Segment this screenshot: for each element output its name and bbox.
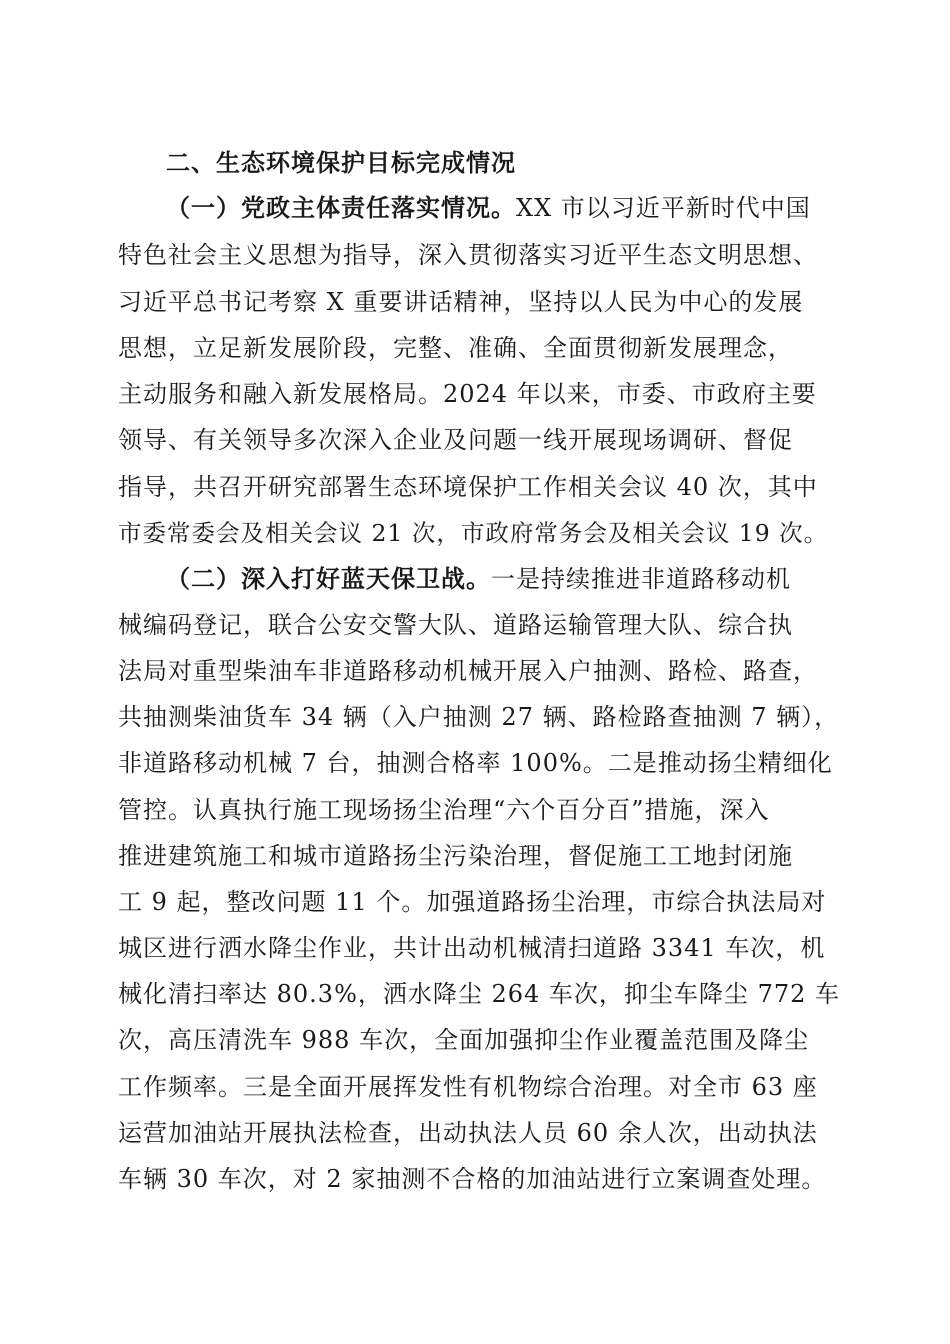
paragraph1-line: 主动服务和融入新发展格局。2024 年以来，市委、市政府主要 [118,380,817,408]
paragraph1-line: 习近平总书记考察 X 重要讲话精神，坚持以人民为中心的发展 [118,288,804,316]
paragraph2-first-line [166,564,791,594]
paragraph1-lead: （一）党政主体责任落实情况。 [166,193,516,222]
paragraph1-line: 领导、有关领导多次深入企业及问题一线开展现场调研、督促 [118,426,793,454]
paragraph1-first-line-text: XX 市以习近平新时代中国 [516,194,811,222]
paragraph2-line: 城区进行洒水降尘作业，共计出动机械清扫道路 3341 车次，机 [118,934,826,962]
paragraph2-line: 推进建筑施工和城市道路扬尘污染治理，督促施工工地封闭施 [118,842,793,870]
paragraph2-line: 非道路移动机械 7 台，抽测合格率 100%。二是推动扬尘精细化 [118,749,833,777]
paragraph2-line: 法局对重型柴油车非道路移动机械开展入户抽测、路检、路查， [118,657,818,685]
paragraph1-line: 特色社会主义思想为指导，深入贯彻落实习近平生态文明思想、 [118,241,818,269]
paragraph2-line: 共抽测柴油货车 34 辆（入户抽测 27 辆、路检路查抽测 7 辆）， [118,703,840,731]
paragraph2-line: 运营加油站开展执法检查，出动执法人员 60 余人次，出动执法 [118,1119,818,1147]
paragraph2-line: 车辆 30 车次，对 2 家抽测不合格的加油站进行立案调查处理。 [118,1165,827,1193]
paragraph2-line: 次，高压清洗车 988 车次，全面加强抑尘作业覆盖范围及降尘 [118,1026,810,1054]
paragraph1-first-line [166,193,811,223]
paragraph2-line: 管控。认真执行施工现场扬尘治理“六个百分百”措施，深入 [118,796,770,824]
paragraph2-lead: （二）深入打好蓝天保卫战。 [166,564,491,593]
paragraph1-line: 市委常委会及相关会议 21 次，市政府常务会及相关会议 19 次。 [118,519,829,547]
paragraph1-line: 思想，立足新发展阶段，完整、准确、全面贯彻新发展理念， [118,334,793,362]
paragraph2-line: 工作频率。三是全面开展挥发性有机物综合治理。对全市 63 座 [118,1073,818,1101]
section-heading: 二、生态环境保护目标完成情况 [166,149,516,177]
paragraph2-first-line-text: 一是持续推进非道路移动机 [491,565,791,593]
paragraph1-line: 指导，共召开研究部署生态环境保护工作相关会议 40 次，其中 [118,473,818,501]
paragraph2-line: 械编码登记，联合公安交警大队、道路运输管理大队、综合执 [118,611,793,639]
paragraph2-line: 工 9 起，整改问题 11 个。加强道路扬尘治理，市综合执法局对 [118,888,827,916]
paragraph2-line: 械化清扫率达 80.3%，洒水降尘 264 车次，抑尘车降尘 772 车 [118,980,841,1008]
